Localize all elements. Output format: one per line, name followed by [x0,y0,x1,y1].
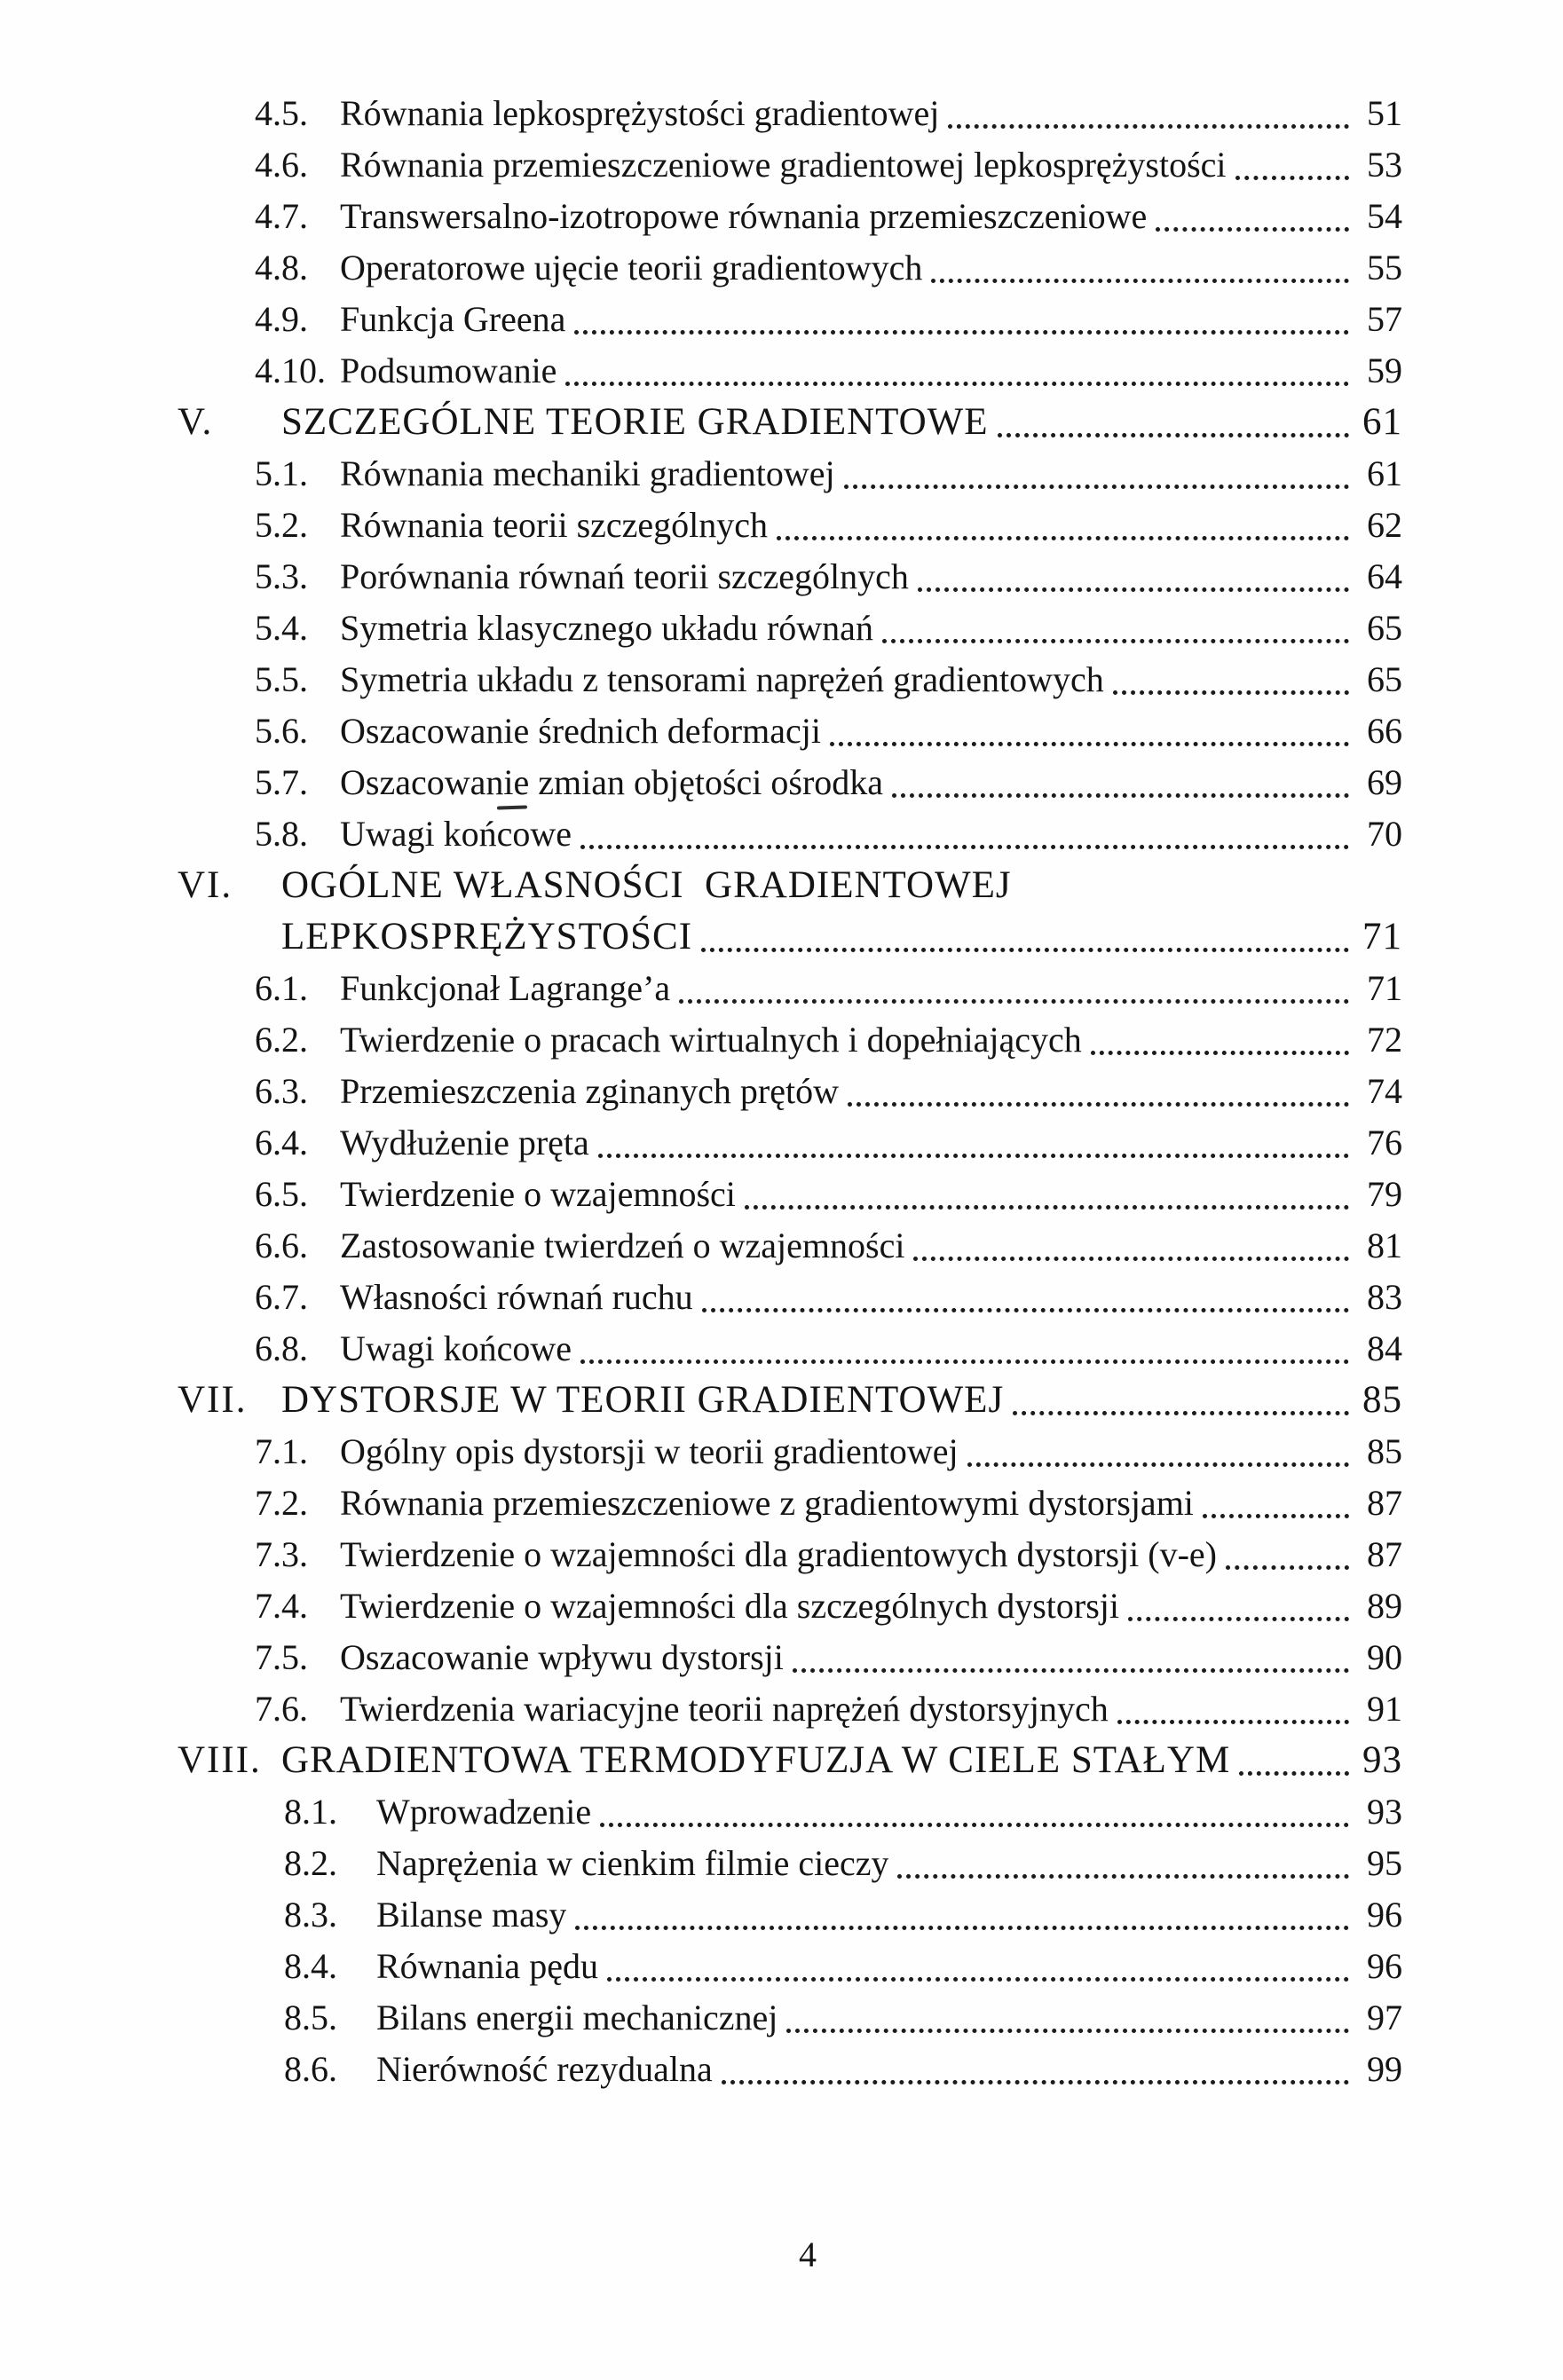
toc-entry-title: Uwagi końcowe [340,814,572,854]
toc-row [0,1889,1563,1941]
toc-row [0,1323,1563,1375]
toc-entry-title: Podsumowanie [340,351,557,390]
toc-entry-page: 96 [1367,1946,1402,1986]
toc-entry-title: Twierdzenie o wzajemności dla gradientowych dystorsji (v-e) [340,1534,1217,1574]
toc-row [0,1683,1563,1735]
toc-entry-page: 64 [1367,556,1402,596]
toc-entry-number: 7.3. [255,1534,308,1574]
toc-entry-title: Wydłużenie pręta [340,1123,589,1162]
toc-row [0,1169,1563,1220]
toc-entry-page: 97 [1367,1998,1402,2037]
toc-entry-page: 61 [1362,401,1402,443]
dot-leader [931,279,1349,283]
dot-leader [1091,1051,1349,1055]
dot-leader [702,1308,1349,1312]
toc-entry-title: Twierdzenie o wzajemności dla szczególnych dystorsji [340,1586,1120,1626]
dot-leader [897,1874,1349,1879]
toc-entry-number: 7.1. [255,1431,308,1471]
toc-entry-number: 5.1. [255,453,308,493]
toc-row [0,1478,1563,1529]
toc-row [0,1735,1563,1786]
dot-leader [1013,1411,1349,1415]
toc-entry-page: 76 [1367,1123,1402,1162]
toc-entry-title: Równania przemieszczeniowe gradientowej lepkosprężystości [340,145,1227,185]
dot-leader [786,2029,1349,2033]
toc-entry-title: Twierdzenie o pracach wirtualnych i dopełniających [340,1020,1082,1060]
toc-entry-title: OGÓLNE WŁASNOŚCI GRADIENTOWEJ [281,864,1012,906]
toc-entry-title: Równania mechaniki gradientowej [340,453,835,493]
toc-entry-title: Nierówność rezydualna [376,2049,713,2089]
toc-entry-title: Symetria klasycznego układu równań [340,608,873,648]
toc-entry-page: 87 [1367,1483,1402,1523]
toc-row [0,1838,1563,1889]
toc-entry-number: 7.5. [255,1637,308,1677]
toc-entry-page: 72 [1367,1020,1402,1060]
toc-row [0,1992,1563,2044]
toc-entry-page: 66 [1367,711,1402,751]
dot-leader [1235,176,1349,180]
dot-leader [844,485,1349,489]
toc-entry-page: 79 [1367,1174,1402,1214]
toc-row [0,1426,1563,1478]
toc-entry-title: Ogólny opis dystorsji w teorii gradientowej [340,1431,959,1471]
toc-row [0,757,1563,808]
toc-entry-page: 51 [1367,93,1402,133]
toc-entry-number: 6.4. [255,1123,308,1162]
toc-entry-number: 4.6. [255,145,308,185]
toc-entry-number: 5.7. [255,762,308,802]
toc-entry-title: Twierdzenie o wzajemności [340,1174,736,1214]
dot-leader [600,1823,1349,1827]
toc-entry-title: Oszacowanie średnich deformacji [340,711,821,751]
toc-entry-title: Własności równań ruchu [340,1277,693,1317]
dot-leader [745,1205,1349,1210]
toc-entry-page: 84 [1367,1328,1402,1368]
toc-entry-number: VIII. [178,1739,262,1781]
dot-leader [793,1668,1349,1673]
toc-row [0,345,1563,397]
toc-entry-page: 91 [1367,1689,1402,1729]
toc-entry-page: 83 [1367,1277,1402,1317]
toc-entry-page: 89 [1367,1586,1402,1626]
toc-entry-number: 5.5. [255,659,308,699]
toc-entry-page: 90 [1367,1637,1402,1677]
dot-leader [679,999,1349,1004]
toc-entry-title: Przemieszczenia zginanych prętów [340,1071,839,1111]
toc-row [0,88,1563,139]
toc-entry-page: 59 [1367,351,1402,390]
toc-entry-page: 93 [1362,1739,1402,1781]
toc-entry-number: 5.6. [255,711,308,751]
toc-entry-number: 8.1. [284,1792,337,1832]
toc-row [0,1632,1563,1683]
toc-entry-title: Równania teorii szczególnych [340,505,769,545]
toc-entry-title: Bilans energii mechanicznej [376,1998,778,2037]
toc-entry-number: 8.5. [284,1998,337,2037]
toc-row [0,654,1563,705]
toc-row [0,911,1563,963]
toc-entry-title: Naprężenia w cienkim filmie cieczy [376,1843,889,1883]
dot-leader [998,433,1349,437]
toc-row [0,1786,1563,1838]
toc-entry-title: Oszacowanie zmian objętości ośrodka [340,762,884,802]
dot-leader [598,1154,1349,1158]
toc-entry-number: 4.10. [255,351,326,390]
dot-leader [1203,1514,1349,1518]
toc-row [0,1066,1563,1117]
toc-entry-page: 53 [1367,145,1402,185]
dot-leader [913,1257,1349,1261]
toc-row [0,963,1563,1014]
toc-entry-page: 65 [1367,608,1402,648]
toc-entry-number: 6.7. [255,1277,308,1317]
toc-entry-page: 85 [1367,1431,1402,1471]
toc-entry-number: 8.3. [284,1895,337,1935]
toc-row [0,808,1563,860]
toc-row [0,1117,1563,1169]
dot-leader [575,1926,1349,1930]
toc-row [0,1272,1563,1323]
toc-entry-title: LEPKOSPRĘŻYSTOŚCI [281,916,693,958]
toc-row [0,1014,1563,1066]
dot-leader [574,330,1349,335]
toc-entry-number: VII. [178,1379,248,1421]
dot-leader [882,639,1349,643]
toc-entry-page: 57 [1367,299,1402,339]
toc-entry-number: 8.4. [284,1946,337,1986]
toc-entry-title: Bilanse masy [376,1895,567,1935]
dot-leader [1128,1617,1349,1621]
dot-leader [607,1977,1349,1982]
dot-leader [701,948,1349,952]
toc-row [0,1529,1563,1580]
toc-entry-page: 55 [1367,248,1402,288]
toc-entry-number: 4.8. [255,248,308,288]
dot-leader [580,1359,1349,1364]
dot-leader [580,845,1349,849]
dot-leader [1239,1771,1349,1776]
toc-row [0,603,1563,654]
toc-entry-page: 71 [1362,916,1402,958]
dot-leader [1226,1565,1349,1570]
toc-row [0,191,1563,242]
dot-leader [777,536,1349,540]
toc-entry-title: Równania przemieszczeniowe z gradientowymi dystorsjami [340,1483,1194,1523]
toc-row [0,242,1563,294]
toc-row [0,1375,1563,1426]
toc-entry-title: Symetria układu z tensorami naprężeń gradientowych [340,659,1104,699]
dot-leader [848,1102,1349,1107]
toc-entry-number: 6.5. [255,1174,308,1214]
toc-entry-number: 4.7. [255,196,308,236]
toc-row [0,860,1563,911]
toc-entry-page: 95 [1367,1843,1402,1883]
toc-entry-title: Porównania równań teorii szczególnych [340,556,909,596]
toc-entry-number: 4.5. [255,93,308,133]
toc-row [0,500,1563,551]
toc-entry-number: 4.9. [255,299,308,339]
toc-entry-number: 6.2. [255,1020,308,1060]
toc-entry-title: Transwersalno-izotropowe równania przemieszczeniowe [340,196,1148,236]
toc-row [0,294,1563,345]
toc-row [0,448,1563,500]
toc-entry-title: Twierdzenia wariacyjne teorii naprężeń dystorsyjnych [340,1689,1109,1729]
toc-entry-page: 71 [1367,968,1402,1008]
toc-entry-title: Równania pędu [376,1946,598,1986]
toc-entry-page: 99 [1367,2049,1402,2089]
toc-entry-title: Funkcjonał Lagrange’a [340,968,671,1008]
toc-entry-number: 7.6. [255,1689,308,1729]
toc-entry-title: Oszacowanie wpływu dystorsji [340,1637,784,1677]
toc-entry-number: 8.2. [284,1843,337,1883]
toc-entry-number: 7.4. [255,1586,308,1626]
dot-leader [1156,227,1349,232]
toc-entry-page: 62 [1367,505,1402,545]
table-of-contents [0,88,1563,2095]
toc-entry-number: 6.1. [255,968,308,1008]
toc-row [0,139,1563,191]
toc-entry-title: Równania lepkosprężystości gradientowej [340,93,940,133]
toc-entry-page: 85 [1362,1379,1402,1421]
toc-entry-number: 6.3. [255,1071,308,1111]
toc-entry-title: Funkcja Greena [340,299,566,339]
toc-entry-title: SZCZEGÓLNE TEORIE GRADIENTOWE [281,401,989,443]
toc-entry-title: Uwagi końcowe [340,1328,572,1368]
dot-leader [1117,1720,1349,1724]
toc-entry-number: 6.8. [255,1328,308,1368]
toc-entry-page: 61 [1367,453,1402,493]
toc-entry-page: 96 [1367,1895,1402,1935]
toc-entry-page: 70 [1367,814,1402,854]
toc-row [0,397,1563,448]
toc-entry-number: VI. [178,864,233,906]
toc-entry-page: 54 [1367,196,1402,236]
toc-entry-title: Operatorowe ujęcie teorii gradientowych [340,248,923,288]
toc-entry-number: 7.2. [255,1483,308,1523]
toc-row [0,2044,1563,2095]
toc-entry-page: 81 [1367,1225,1402,1265]
toc-entry-number: 5.2. [255,505,308,545]
footer-page-number: 4 [799,2234,817,2274]
dot-leader [892,793,1349,798]
toc-entry-number: 5.4. [255,608,308,648]
toc-entry-title: GRADIENTOWA TERMODYFUZJA W CIELE STAŁYM [281,1739,1231,1781]
toc-row [0,1941,1563,1992]
toc-entry-page: 87 [1367,1534,1402,1574]
toc-entry-number: 6.6. [255,1225,308,1265]
toc-entry-title: Wprowadzenie [376,1792,592,1832]
toc-entry-title: Zastosowanie twierdzeń o wzajemności [340,1225,905,1265]
toc-entry-number: 5.8. [255,814,308,854]
toc-entry-page: 69 [1367,762,1402,802]
dot-leader [918,587,1349,592]
toc-entry-number: 8.6. [284,2049,337,2089]
dot-leader [722,2080,1349,2084]
dot-leader [948,124,1349,129]
dot-leader [1113,690,1349,695]
toc-entry-page: 65 [1367,659,1402,699]
dot-leader [565,382,1349,386]
toc-row [0,1220,1563,1272]
toc-row [0,551,1563,603]
toc-entry-number: V. [178,401,214,443]
toc-entry-number: 5.3. [255,556,308,596]
toc-row [0,1580,1563,1632]
toc-entry-page: 74 [1367,1071,1402,1111]
dot-leader [967,1462,1349,1467]
toc-entry-page: 93 [1367,1792,1402,1832]
toc-row [0,705,1563,757]
toc-entry-title: DYSTORSJE W TEORII GRADIENTOWEJ [281,1379,1005,1421]
dot-leader [830,742,1349,746]
